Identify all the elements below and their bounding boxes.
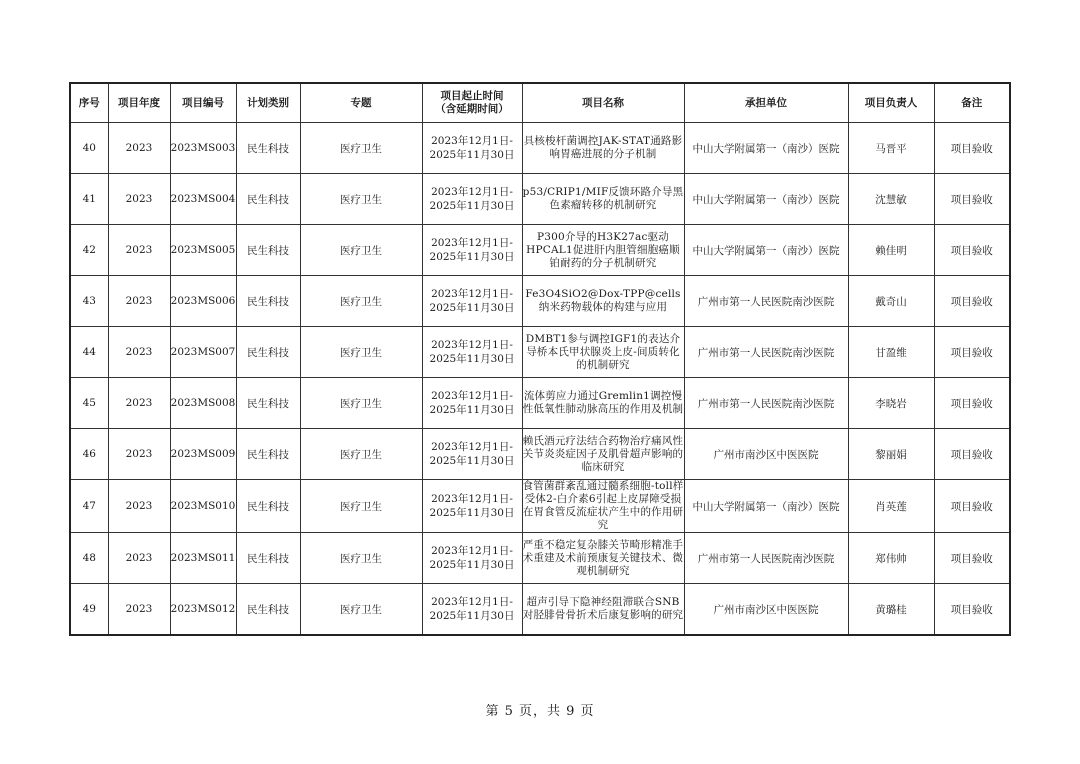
- cell-year: 2023: [108, 327, 170, 378]
- cell-project-name: 食管菌群紊乱通过髓系细胞-toll样受体2-白介素6引起上皮屏障受损在胃食管反流症状产生中的作用研究: [522, 480, 684, 531]
- cell-year: 2023: [108, 174, 170, 225]
- cell-project-name: 具核梭杆菌调控JAK-STAT通路影响胃癌进展的分子机制: [522, 123, 684, 174]
- cell-code: 2023MS004: [170, 174, 236, 225]
- cell-leader: 马晋平: [848, 123, 934, 174]
- cell-project-name: P300介导的H3K27ac驱动HPCAL1促进肝内胆管细胞癌顺铂耐药的分子机制研究: [522, 225, 684, 276]
- cell-leader: 甘盈维: [848, 327, 934, 378]
- cell-seq: 43: [70, 276, 108, 327]
- table-row: [70, 327, 1010, 378]
- header-year: 项目年度: [108, 83, 170, 123]
- cell-remark: 项目验收: [934, 533, 1010, 584]
- project-table: [69, 82, 1011, 636]
- cell-code: 2023MS012: [170, 584, 236, 636]
- cell-project-name: 严重不稳定复杂膝关节畸形精准手术重建及术前预康复关键技术、微观机制研究: [522, 533, 684, 584]
- cell-topic: 医疗卫生: [300, 276, 422, 327]
- cell-seq: 49: [70, 584, 108, 636]
- cell-project-name: 赖氏酒元疗法结合药物治疗痛风性关节炎炎症因子及肌骨超声影响的临床研究: [522, 429, 684, 480]
- cell-unit: 广州市南沙区中医医院: [684, 584, 848, 636]
- header-leader: 项目负责人: [848, 83, 934, 123]
- cell-leader: 沈慧敏: [848, 174, 934, 225]
- cell-seq: 44: [70, 327, 108, 378]
- cell-topic: 医疗卫生: [300, 327, 422, 378]
- table-row: [70, 480, 1010, 533]
- cell-topic: 医疗卫生: [300, 123, 422, 174]
- header-topic: 专题: [300, 83, 422, 123]
- cell-unit: 中山大学附属第一（南沙）医院: [684, 174, 848, 225]
- page-number: 第 5 页，共 9 页: [485, 704, 595, 719]
- header-name: 项目名称: [522, 83, 684, 123]
- cell-plan: 民生科技: [236, 480, 300, 533]
- cell-year: 2023: [108, 584, 170, 636]
- cell-seq: 46: [70, 429, 108, 480]
- cell-unit: 中山大学附属第一（南沙）医院: [684, 123, 848, 174]
- table-row: [70, 378, 1010, 429]
- document-page: [69, 82, 1009, 636]
- cell-plan: 民生科技: [236, 429, 300, 480]
- cell-unit: 中山大学附属第一（南沙）医院: [684, 480, 848, 533]
- cell-topic: 医疗卫生: [300, 429, 422, 480]
- cell-remark: 项目验收: [934, 429, 1010, 480]
- header-row: [70, 83, 1010, 123]
- cell-topic: 医疗卫生: [300, 174, 422, 225]
- header-unit: 承担单位: [684, 83, 848, 123]
- cell-seq: 42: [70, 225, 108, 276]
- cell-unit: 广州市第一人民医院南沙医院: [684, 276, 848, 327]
- cell-topic: 医疗卫生: [300, 533, 422, 584]
- cell-seq: 45: [70, 378, 108, 429]
- table-row: [70, 276, 1010, 327]
- cell-year: 2023: [108, 378, 170, 429]
- cell-period: 2023年12月1日- 2025年11月30日: [422, 429, 522, 480]
- cell-year: 2023: [108, 429, 170, 480]
- cell-remark: 项目验收: [934, 327, 1010, 378]
- table-row: [70, 429, 1010, 480]
- cell-plan: 民生科技: [236, 584, 300, 636]
- cell-seq: 41: [70, 174, 108, 225]
- cell-project-name: p53/CRIP1/MIF反馈环路介导黑色素瘤转移的机制研究: [522, 174, 684, 225]
- cell-topic: 医疗卫生: [300, 225, 422, 276]
- cell-leader: 戴奇山: [848, 276, 934, 327]
- cell-year: 2023: [108, 480, 170, 533]
- cell-unit: 广州市第一人民医院南沙医院: [684, 378, 848, 429]
- cell-period: 2023年12月1日- 2025年11月30日: [422, 378, 522, 429]
- cell-remark: 项目验收: [934, 276, 1010, 327]
- cell-plan: 民生科技: [236, 123, 300, 174]
- header-code: 项目编号: [170, 83, 236, 123]
- cell-unit: 中山大学附属第一（南沙）医院: [684, 225, 848, 276]
- cell-code: 2023MS006: [170, 276, 236, 327]
- table-row: [70, 123, 1010, 174]
- cell-plan: 民生科技: [236, 276, 300, 327]
- cell-plan: 民生科技: [236, 378, 300, 429]
- cell-unit: 广州市第一人民医院南沙医院: [684, 327, 848, 378]
- cell-period: 2023年12月1日- 2025年11月30日: [422, 174, 522, 225]
- cell-year: 2023: [108, 225, 170, 276]
- cell-period: 2023年12月1日- 2025年11月30日: [422, 533, 522, 584]
- header-remark: 备注: [934, 83, 1010, 123]
- cell-period: 2023年12月1日- 2025年11月30日: [422, 276, 522, 327]
- cell-project-name: DMBT1参与调控IGF1的表达介导桥本氏甲状腺炎上皮-间质转化的机制研究: [522, 327, 684, 378]
- cell-remark: 项目验收: [934, 480, 1010, 533]
- cell-topic: 医疗卫生: [300, 480, 422, 533]
- cell-project-name: Fe3O4SiO2@Dox-TPP@cells纳米药物载体的构建与应用: [522, 276, 684, 327]
- cell-plan: 民生科技: [236, 174, 300, 225]
- cell-remark: 项目验收: [934, 378, 1010, 429]
- cell-topic: 医疗卫生: [300, 378, 422, 429]
- cell-leader: 黎丽娟: [848, 429, 934, 480]
- cell-year: 2023: [108, 123, 170, 174]
- cell-remark: 项目验收: [934, 123, 1010, 174]
- cell-remark: 项目验收: [934, 174, 1010, 225]
- cell-code: 2023MS010: [170, 480, 236, 533]
- cell-code: 2023MS011: [170, 533, 236, 584]
- cell-code: 2023MS009: [170, 429, 236, 480]
- cell-plan: 民生科技: [236, 533, 300, 584]
- cell-seq: 40: [70, 123, 108, 174]
- table-row: [70, 174, 1010, 225]
- cell-period: 2023年12月1日- 2025年11月30日: [422, 584, 522, 636]
- cell-code: 2023MS008: [170, 378, 236, 429]
- cell-seq: 48: [70, 533, 108, 584]
- cell-period: 2023年12月1日- 2025年11月30日: [422, 327, 522, 378]
- cell-leader: 黄璐桂: [848, 584, 934, 636]
- header-plan: 计划类别: [236, 83, 300, 123]
- cell-year: 2023: [108, 276, 170, 327]
- table-row: [70, 584, 1010, 636]
- cell-code: 2023MS003: [170, 123, 236, 174]
- cell-period: 2023年12月1日- 2025年11月30日: [422, 123, 522, 174]
- cell-project-name: 超声引导下隐神经阻滞联合SNB对胫腓骨骨折术后康复影响的研究: [522, 584, 684, 636]
- cell-plan: 民生科技: [236, 225, 300, 276]
- table-row: [70, 533, 1010, 584]
- cell-remark: 项目验收: [934, 584, 1010, 636]
- header-period: 项目起止时间 （含延期时间）: [422, 83, 522, 123]
- cell-period: 2023年12月1日- 2025年11月30日: [422, 480, 522, 533]
- cell-remark: 项目验收: [934, 225, 1010, 276]
- cell-leader: 李晓岩: [848, 378, 934, 429]
- cell-plan: 民生科技: [236, 327, 300, 378]
- cell-project-name: 流体剪应力通过Gremlin1调控慢性低氧性肺动脉高压的作用及机制: [522, 378, 684, 429]
- cell-period: 2023年12月1日- 2025年11月30日: [422, 225, 522, 276]
- cell-year: 2023: [108, 533, 170, 584]
- cell-unit: 广州市南沙区中医医院: [684, 429, 848, 480]
- cell-seq: 47: [70, 480, 108, 533]
- cell-leader: 郑伟帅: [848, 533, 934, 584]
- cell-code: 2023MS005: [170, 225, 236, 276]
- cell-code: 2023MS007: [170, 327, 236, 378]
- cell-leader: 赖佳明: [848, 225, 934, 276]
- header-seq: 序号: [70, 83, 108, 123]
- cell-leader: 肖英莲: [848, 480, 934, 533]
- cell-topic: 医疗卫生: [300, 584, 422, 636]
- cell-unit: 广州市第一人民医院南沙医院: [684, 533, 848, 584]
- table-row: [70, 225, 1010, 276]
